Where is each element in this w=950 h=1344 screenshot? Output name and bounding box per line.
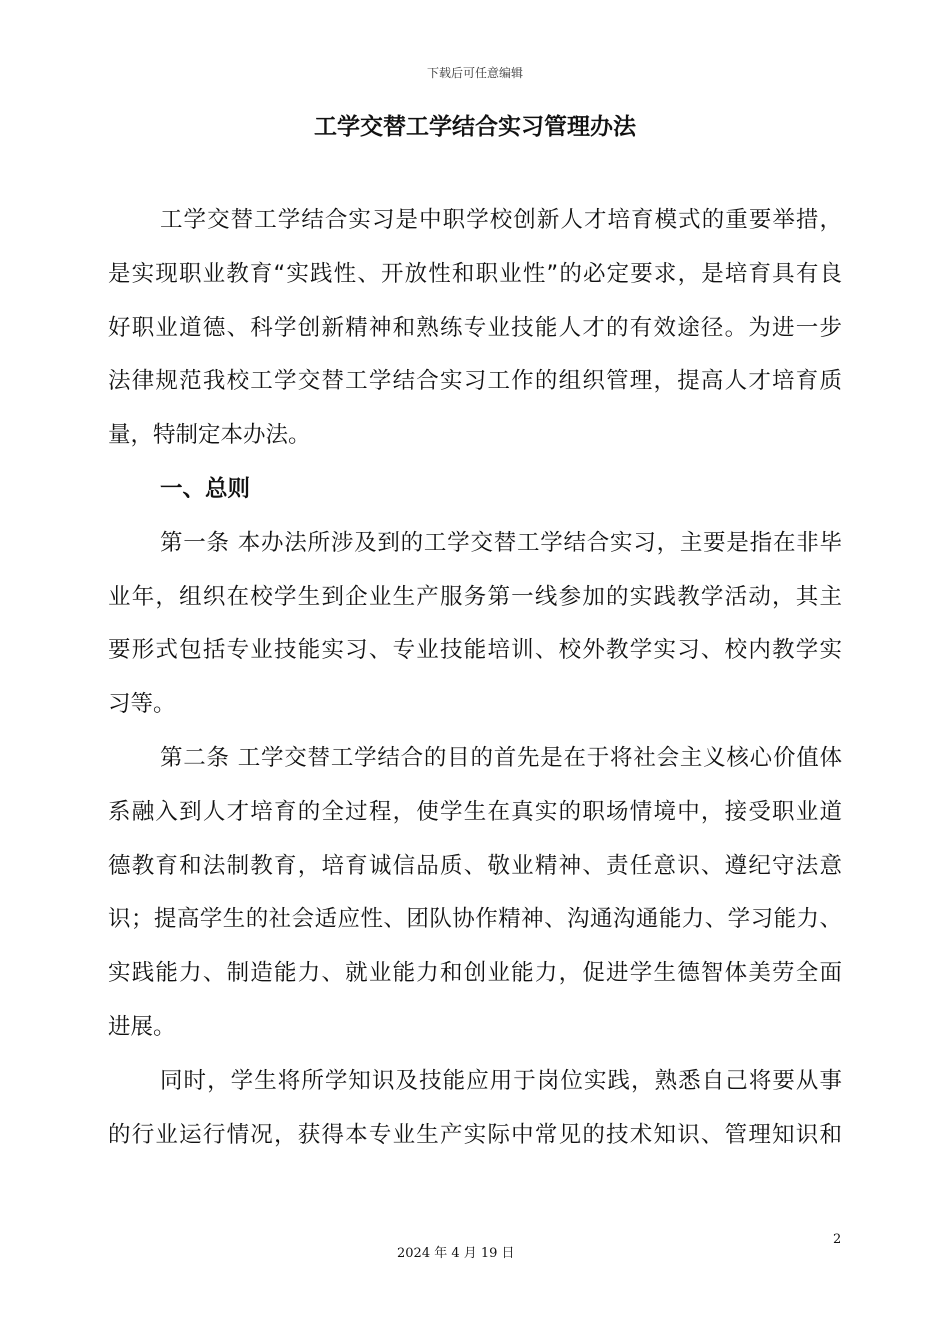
paragraph-line: 业年，组织在校学生到企业生产服务第一线参加的实践教学活动，其主 [108,583,842,610]
page-number: 2 [833,1232,842,1247]
paragraph-line: 第二条 工学交替工学结合的目的首先是在于将社会主义核心价值体 [160,744,842,771]
paragraph-line: 工学交替工学结合实习是中职学校创新人才培育模式的重要举措， [160,207,842,233]
footer-date: 2024 年 4 月 19 日 [397,1246,515,1261]
intro-paragraph [108,194,842,463]
section-heading: 一、总则 [160,475,251,502]
paragraph-line: 实践能力、制造能力、就业能力和创业能力，促进学生德智体美劳全面 [108,960,842,987]
paragraph-line: 法律规范我校工学交替工学结合实习工作的组织管理，提高人才培育质 [108,368,842,395]
paragraph-line: 量，特制定本办法。 [108,422,311,449]
paragraph-line: 同时，学生将所学知识及技能应用于岗位实践，熟悉自己将要从事 [160,1067,842,1094]
article-2-paragraph [108,732,842,1055]
paragraph-3 [108,1055,842,1163]
paragraph-line: 进展。 [108,1013,176,1040]
paragraph-line: 习等。 [108,691,176,718]
paragraph-line: 要形式包括专业技能实习、专业技能培训、校外教学实习、校内教学实 [108,637,842,664]
article-1-paragraph [108,517,842,732]
paragraph-line: 德教育和法制教育，培育诚信品质、敬业精神、责任意识、遵纪守法意 [108,852,842,879]
document-body [108,194,842,1162]
paragraph-line: 是实现职业教育“实践性、开放性和职业性”的必定要求，是培育具有良 [108,260,842,287]
paragraph-line: 的行业运行情况，获得本专业生产实际中常见的技术知识、管理知识和 [108,1121,842,1148]
header-note: 下载后可任意编辑 [426,66,523,80]
document-title: 工学交替工学结合实习管理办法 [314,114,636,140]
paragraph-line: 识；提高学生的社会适应性、团队协作精神、沟通沟通能力、学习能力、 [108,906,842,933]
paragraph-line: 系融入到人才培育的全过程，使学生在真实的职场情境中，接受职业道 [108,798,842,825]
paragraph-line: 好职业道德、科学创新精神和熟练专业技能人才的有效途径。为进一步 [108,314,842,341]
paragraph-line: 第一条 本办法所涉及到的工学交替工学结合实习，主要是指在非毕 [160,529,842,556]
